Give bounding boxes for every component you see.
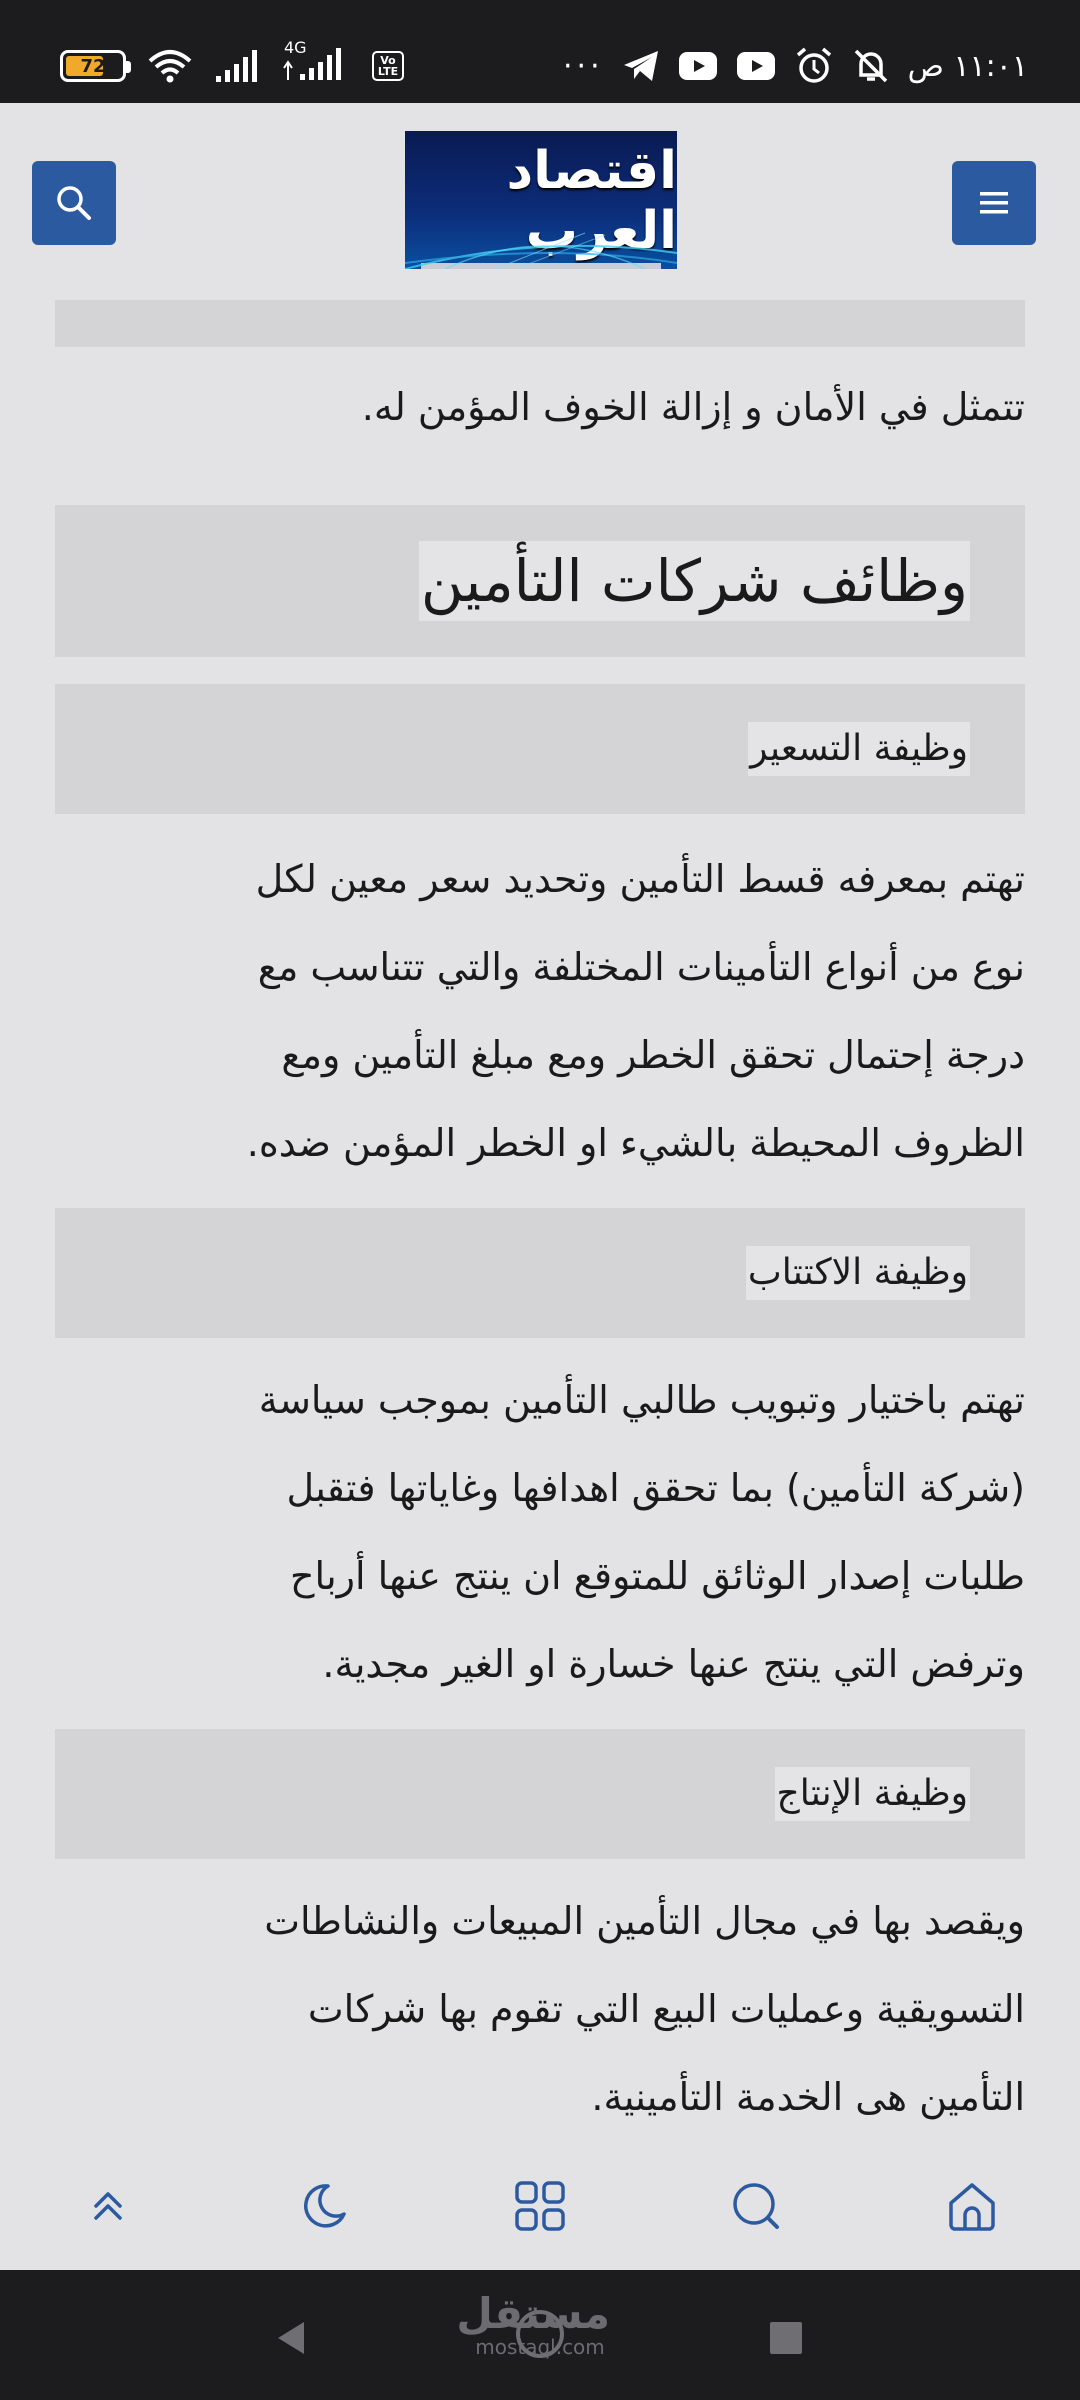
site-logo[interactable]: [405, 131, 677, 269]
home-button[interactable]: [510, 2304, 570, 2364]
back-icon: [272, 2318, 312, 2358]
paragraph-line: طلبات إصدار الوثائق للمتوقع ان ينتج عنها أرباح: [289, 1554, 1025, 1598]
youtube-icon: [736, 51, 776, 81]
home-circle-icon: [512, 2306, 568, 2362]
telegram-icon: [622, 49, 660, 83]
paragraph-line: (شركة التأمين) بما تحقق اهدافها وغاياتها فتقبل: [286, 1466, 1025, 1510]
paragraph-line: تهتم بمعرفه قسط التأمين وتحديد سعر معين لكل: [255, 857, 1025, 901]
nav-search[interactable]: [648, 2142, 864, 2270]
paragraph-line: درجة إحتمال تحقق الخطر ومع مبلغ التأمين ومع: [281, 1033, 1025, 1077]
mute-icon: [852, 47, 890, 85]
menu-icon: [978, 189, 1010, 217]
intro-paragraph: تتمثل في الأمان و إزالة الخوف المؤمن له.: [361, 385, 1025, 429]
watermark-english: mostaql.com: [475, 2335, 605, 2359]
status-right: [563, 46, 1028, 86]
nav-dark-mode[interactable]: [216, 2142, 432, 2270]
volte-top: Vo: [380, 54, 396, 67]
watermark-arabic: مستقل: [456, 2289, 610, 2338]
paragraph-production: [0, 1877, 1080, 2141]
section-title-box: [55, 505, 1025, 657]
volte-icon: [372, 51, 404, 81]
article: [0, 300, 1080, 2141]
categories-icon: [513, 2179, 567, 2233]
paragraph-line: التأمين هى الخدمة التأمينية.: [591, 2075, 1025, 2119]
heading-underwriting: وظيفة الاكتتاب: [746, 1246, 970, 1300]
logo-text: اقتصاد العرب: [506, 141, 677, 261]
paragraph-pricing: [0, 835, 1080, 1187]
alarm-icon: [794, 47, 834, 85]
recents-button[interactable]: [756, 2308, 816, 2368]
recents-icon: [766, 2318, 806, 2358]
search-icon: [54, 183, 94, 223]
logo-glow-graphic: [405, 223, 677, 269]
youtube-icon: [678, 51, 718, 81]
nav-scroll-top[interactable]: [0, 2142, 216, 2270]
article-viewport[interactable]: [0, 103, 1080, 2270]
dark-mode-icon: [298, 2180, 350, 2232]
scroll-top-icon: [88, 2186, 128, 2226]
network-type: 4G: [284, 38, 307, 57]
nav-categories[interactable]: [432, 2142, 648, 2270]
paragraph-line: ويقصد بها في مجال التأمين المبيعات والنشاطات: [264, 1899, 1025, 1943]
menu-button[interactable]: [952, 161, 1036, 245]
heading-production: وظيفة الإنتاج: [775, 1767, 970, 1821]
paragraph-underwriting: [0, 1356, 1080, 1708]
wifi-icon: [146, 47, 194, 85]
heading-box-pricing: [55, 684, 1025, 814]
search-icon: [729, 2179, 783, 2233]
overflow-dots: ···: [563, 48, 604, 84]
home-icon: [945, 2179, 999, 2233]
paragraph-line: وترفض التي ينتج عنها خسارة او الغير مجدية.: [322, 1642, 1025, 1686]
battery-level: 72: [80, 55, 106, 77]
heading-box-underwriting: [55, 1208, 1025, 1338]
section-title: وظائف شركات التأمين: [419, 541, 970, 621]
search-button[interactable]: [32, 161, 116, 245]
heading-box-production: [55, 1729, 1025, 1859]
paragraph-line: تهتم باختيار وتبويب طالبي التأمين بموجب سياسة: [258, 1378, 1025, 1422]
volte-bottom: LTE: [377, 65, 399, 78]
nav-home[interactable]: [864, 2142, 1080, 2270]
paragraph-line: نوع من أنواع التأمينات المختلفة والتي تتناسب مع: [257, 945, 1025, 989]
paragraph-line: الظروف المحيطة بالشيء او الخطر المؤمن ضده.: [246, 1121, 1025, 1165]
bottom-nav: [0, 2142, 1080, 2270]
system-nav-bar: [0, 2270, 1080, 2400]
status-bar: [0, 0, 1080, 103]
status-left: [60, 38, 404, 86]
back-button[interactable]: [262, 2308, 322, 2368]
clock: ١١:٠١ ص: [907, 48, 1028, 84]
signal-icon: [214, 48, 262, 84]
signal-4g: [282, 38, 352, 86]
site-header: [0, 103, 1080, 300]
battery-icon: [60, 50, 126, 82]
paragraph-line: التسويقية وعمليات البيع التي تقوم بها شركات: [307, 1987, 1025, 2031]
heading-pricing: وظيفة التسعير: [748, 722, 970, 776]
